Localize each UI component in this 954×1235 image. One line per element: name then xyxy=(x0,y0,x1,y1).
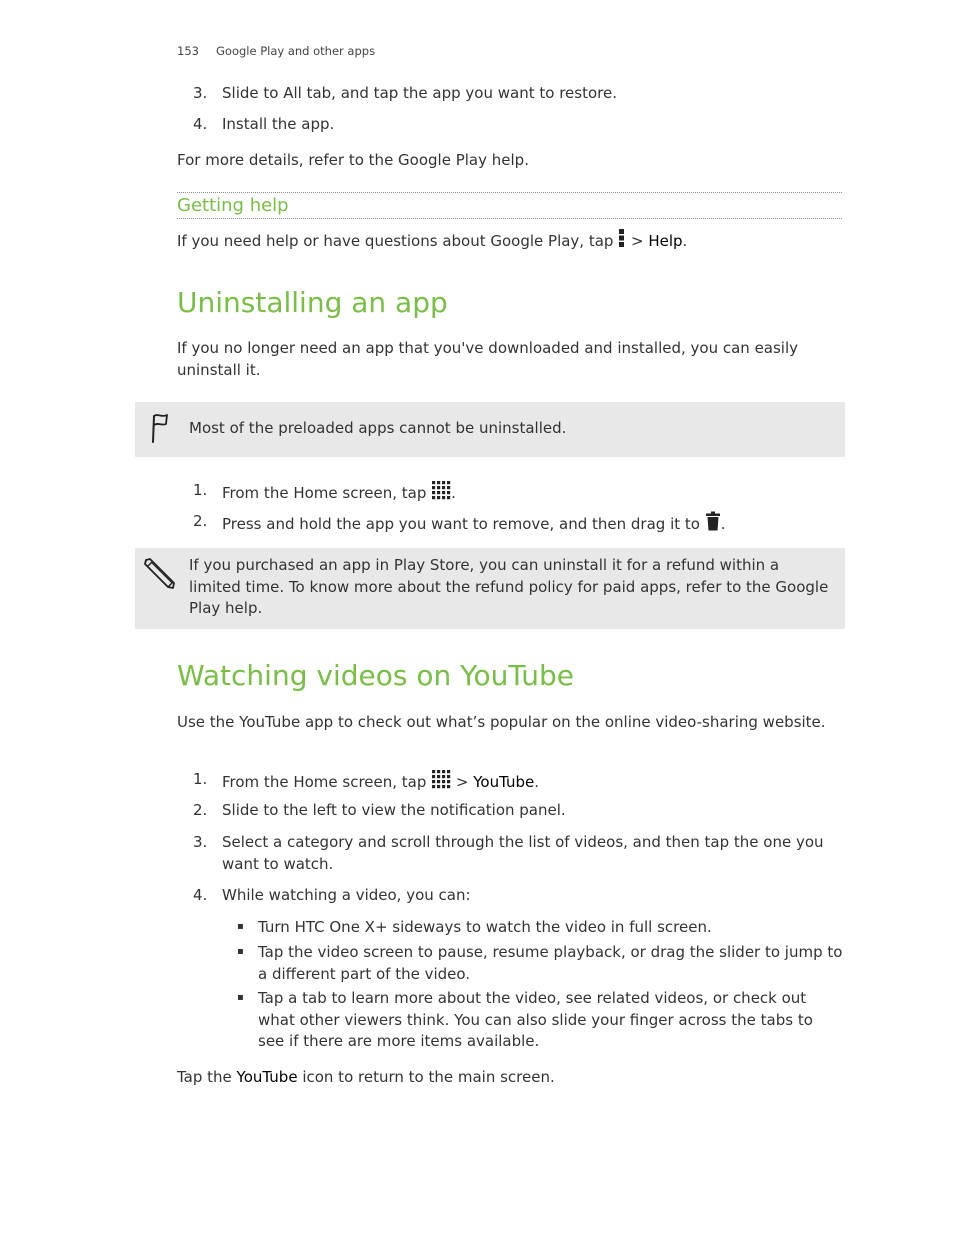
closing-text xyxy=(177,1067,842,1089)
note-box xyxy=(135,402,845,457)
step-number: 2. xyxy=(193,801,208,819)
step-number: 4. xyxy=(193,115,208,133)
step-text: Select a category and scroll through the list of videos, and then tap the one you want to watch. xyxy=(222,833,824,873)
step-text xyxy=(222,480,842,507)
youtube-intro: Use the YouTube app to check out what’s popular on the online video-sharing website. xyxy=(177,713,826,731)
step-number: 3. xyxy=(193,84,208,102)
app-grid-icon xyxy=(431,480,451,507)
section-divider xyxy=(177,192,842,193)
getting-help-heading: Getting help xyxy=(177,195,289,216)
youtube-app-label: YouTube xyxy=(236,1068,298,1086)
youtube-app-label: YouTube xyxy=(473,772,535,791)
bullet-marker: ▪ xyxy=(237,992,244,1003)
step-text xyxy=(222,769,842,796)
app-grid-icon xyxy=(431,769,451,796)
bullet-text: Tap the video screen to pause, resume playback, or drag the slider to jump to a different part of the video. xyxy=(258,943,843,983)
bullet-text: Turn HTC One X+ sideways to watch the video in full screen. xyxy=(258,918,712,936)
step-number: 1. xyxy=(193,481,208,499)
step-number: 3. xyxy=(193,833,208,851)
step-text: While watching a video, you can: xyxy=(222,886,471,904)
help-menu-item: Help xyxy=(648,231,683,250)
closing-part: icon to return to the main screen. xyxy=(297,1068,555,1086)
page-number: 153 xyxy=(177,44,199,58)
running-header: Google Play and other apps xyxy=(216,44,376,58)
step-text xyxy=(222,511,842,538)
step-number: 4. xyxy=(193,886,208,904)
step-separator: > xyxy=(451,772,474,791)
help-period: . xyxy=(682,231,688,250)
bullet-text: Tap a tab to learn more about the video, see related videos, or check out what other viewers think. You can also slide your finger across the tabs to see if there are more items available. xyxy=(258,989,813,1050)
more-details-text: For more details, refer to the Google Play help. xyxy=(177,151,529,169)
step-period: . xyxy=(451,483,456,502)
help-separator: > xyxy=(626,231,649,250)
tip-box xyxy=(135,548,845,629)
note-text: Most of the preloaded apps cannot be uninstalled. xyxy=(189,419,567,437)
step-period: . xyxy=(534,772,540,791)
step-number: 2. xyxy=(193,512,208,530)
closing-part: Tap the xyxy=(177,1068,237,1086)
step-number: 1. xyxy=(193,770,208,788)
tip-text: If you purchased an app in Play Store, you can uninstall it for a refund within a limited time. To know more about the refund policy for paid apps, refer to the Google Play help. xyxy=(189,556,829,617)
youtube-heading: Watching videos on YouTube xyxy=(177,659,574,692)
uninstall-intro: If you no longer need an app that you've downloaded and installed, you can easily uninstall it. xyxy=(177,339,799,379)
step-text: Install the app. xyxy=(222,115,335,133)
uninstall-heading: Uninstalling an app xyxy=(177,286,448,319)
flag-icon xyxy=(148,412,170,448)
pencil-icon xyxy=(143,557,177,595)
getting-help-text xyxy=(177,228,842,255)
section-divider xyxy=(177,218,842,219)
step-text: Slide to All tab, and tap the app you want to restore. xyxy=(222,84,617,102)
step-text-part: Press and hold the app you want to remove, and then drag it to xyxy=(222,514,700,533)
bullet-marker: ▪ xyxy=(237,946,244,957)
step-text-part: From the Home screen, tap xyxy=(222,483,427,502)
bullet-marker: ▪ xyxy=(237,921,244,932)
trash-icon xyxy=(705,511,721,538)
step-period: . xyxy=(720,514,726,533)
help-text: If you need help or have questions about Google Play, tap xyxy=(177,231,614,250)
step-text: Slide to the left to view the notification panel. xyxy=(222,801,566,819)
step-text-part: From the Home screen, tap xyxy=(222,772,427,791)
